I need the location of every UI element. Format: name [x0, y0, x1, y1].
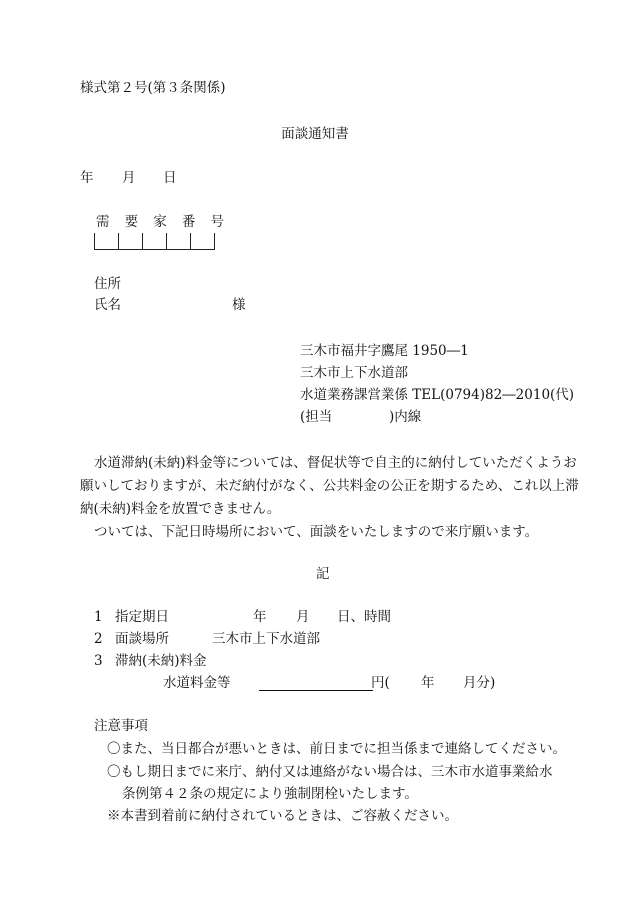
- customer-number-char: 号: [210, 214, 224, 230]
- item-2-number: 2: [94, 631, 103, 647]
- form-number: 様式第２号(第３条関係): [80, 80, 226, 96]
- item-1-year: 年: [253, 609, 267, 625]
- date-year-label: 年: [80, 170, 94, 186]
- item-1-label: 指定期日: [115, 609, 169, 625]
- customer-number-char: 家: [153, 214, 167, 230]
- number-box: [119, 233, 143, 249]
- note-1: 〇また、当日都合が悪いときは、前日までに担当係まで連絡してください。: [107, 741, 566, 757]
- body-paragraph-2: ついては、下記日時場所において、面談をいたしますので来庁願います。: [94, 524, 539, 540]
- notes-heading: 注意事項: [94, 718, 148, 734]
- customer-number-label: [96, 216, 224, 230]
- sender-section: 水道業務課営業係 TEL(0794)82―2010(代): [300, 387, 575, 403]
- sender-department: 三木市上下水道部: [300, 365, 408, 381]
- customer-number-boxes: [94, 233, 215, 250]
- item-3-number: 3: [94, 653, 103, 669]
- note-2-line-1: 〇もし期日までに来庁、納付又は連絡がない場合は、三木市水道事業給水: [107, 764, 553, 780]
- item-1-month: 月: [296, 609, 310, 625]
- address-label: 住所: [94, 276, 121, 292]
- item-2-value: 三木市上下水道部: [212, 631, 320, 647]
- number-box: [167, 233, 191, 249]
- customer-number-char: 番: [181, 214, 196, 230]
- name-label: 氏名: [94, 297, 121, 313]
- customer-number-char: 要: [124, 214, 139, 230]
- number-box: [143, 233, 167, 249]
- item-2-label: 面談場所: [115, 631, 169, 647]
- amount-blank-line: [259, 678, 373, 691]
- date-month-label: 月: [122, 170, 136, 186]
- note-3: ※本書到着前に納付されているときは、ご容赦ください。: [107, 808, 458, 824]
- customer-number-char: 需: [96, 214, 110, 230]
- item-1-number: 1: [94, 609, 103, 625]
- number-box: [95, 233, 119, 249]
- note-2-line-2: 条例第４２条の規定により強制閉栓いたします。: [122, 786, 418, 802]
- fee-label: 水道料金等: [163, 675, 231, 691]
- document-title: 面談通知書: [281, 126, 349, 142]
- body-paragraph-1: 水道滞納(未納)料金等については、督促状等で自主的に納付していただくようお願いしておりますが、未だ納付がなく、公共料金の公正を期するため、これ以上滞納(未納)料金を放置できません。: [80, 455, 579, 517]
- fee-year-label: 年: [421, 675, 435, 691]
- item-3-label: 滞納(未納)料金: [115, 653, 207, 669]
- item-1-day-time: 日、時間: [337, 609, 391, 625]
- date-day-label: 日: [163, 170, 177, 186]
- yen-label: 円(: [371, 675, 390, 691]
- contact-person-label: (担当: [300, 409, 333, 425]
- number-box: [191, 233, 215, 249]
- fee-month-label: 月分): [463, 675, 496, 691]
- name-suffix: 様: [232, 297, 246, 313]
- sender-address: 三木市福井字鷹尾 1950―1: [300, 343, 469, 359]
- ki-heading: 記: [316, 566, 330, 582]
- extension-label: )内線: [389, 409, 422, 425]
